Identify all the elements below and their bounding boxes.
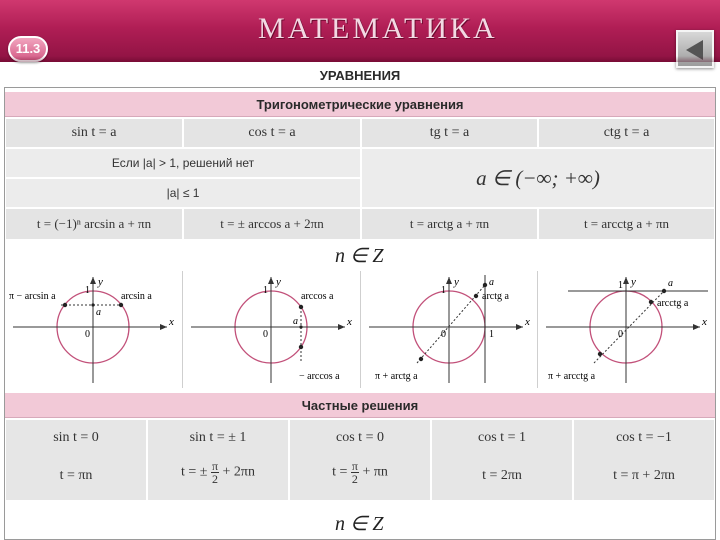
tg-one-label: 1 [441,285,446,296]
ctg-top-label: arcctg a [657,298,689,309]
particular-cos-zero-eq: cos t = 0 [336,430,384,445]
eq-cos: cos t = a [183,118,361,148]
ctg-bottom-label: π + arcctg a [548,371,596,382]
sin-x-label: x [169,316,174,328]
solution-cos: t = ± arccos a + 2πn [183,208,361,240]
app-title: МАТЕМАТИКА [258,12,498,45]
cos-a-label: a [293,316,298,327]
sin-left-label: π − arcsin a [9,291,56,302]
tg-top-label: arctg a [482,291,509,302]
c2-post: + 2πn [222,464,255,480]
back-arrow-icon [683,38,707,62]
ctg-y-label: y [631,276,636,288]
ctg-one-label: 1 [618,280,623,291]
c2-num: π [211,459,219,473]
sin-one-label: 1 [85,285,90,296]
unit-circle-cos [183,271,361,388]
sin-y-label: y [98,276,103,288]
section-number-badge: 11.3 [8,36,48,62]
unit-circle-ctg [538,271,715,388]
solution-tg: t = arctg a + πn [361,208,538,240]
particular-sin-zero [5,419,147,501]
sin-zero-label: 0 [85,329,90,340]
particular-sin-zero-eq: sin t = 0 [53,430,99,445]
solution-ctg: t = arcctg a + πn [538,208,715,240]
tg-axis-one-label: 1 [489,329,494,340]
c3-fraction [351,460,359,485]
particular-cos-zero-sol [290,460,430,485]
c3-num: π [351,459,358,473]
tg-zero-label: 0 [441,329,446,340]
particular-cos-one-eq: cos t = 1 [478,430,526,445]
c2-den: 2 [212,472,218,486]
c2-fraction [211,460,219,485]
trig-equations-title: Тригонометрические уравнения [5,92,715,117]
cos-top-label: arccos a [301,291,334,302]
ctg-zero-label: 0 [618,329,623,340]
c3-den: 2 [351,472,358,486]
ctg-x-label: x [702,316,707,328]
particular-cos-minus-one-sol: t = π + 2πn [613,468,675,483]
cos-zero-label: 0 [263,329,268,340]
solution-sin: t = (−1)ⁿ arcsin a + πn [5,208,183,240]
condition-no-solution: Если |a| > 1, решений нет [5,148,361,178]
tg-ctg-domain: a ∈ (−∞; +∞) [361,148,715,208]
cos-x-label: x [347,316,352,328]
unit-circle-sin [5,271,183,388]
particular-sin-one-eq: sin t = ± 1 [189,430,247,445]
cos-one-label: 1 [263,285,268,296]
tg-x-label: x [525,316,530,328]
eq-ctg: ctg t = a [538,118,715,148]
tg-a-label: a [489,277,494,288]
condition-abs-le-one: |a| ≤ 1 [5,178,361,208]
equations-panel [4,87,716,540]
particular-cos-minus-one [573,419,715,501]
n-in-z-bottom-label: n ∈ Z [335,513,384,535]
eq-tg: tg t = a [361,118,538,148]
particular-sin-one-sol [148,460,288,485]
particular-cos-zero [289,419,431,501]
particular-sin-one [147,419,289,501]
cos-y-label: y [276,276,281,288]
back-button[interactable] [676,30,714,68]
tg-bottom-label: π + arctg a [375,371,418,382]
app-header [0,0,720,62]
particular-cos-one [431,419,573,501]
particular-cos-minus-one-eq: cos t = −1 [616,430,672,445]
sin-a-label: a [96,307,101,318]
n-in-z-label: n ∈ Z [335,245,384,267]
ctg-a-label: a [668,278,673,289]
c2-pre: t = ± [181,464,208,480]
unit-circle-tg [361,271,538,388]
section-title: УРАВНЕНИЯ [319,68,401,83]
particular-cos-one-sol: t = 2πn [482,468,522,483]
tg-y-label: y [454,276,459,288]
c3-pre: t = [332,464,348,480]
cos-bottom-label: − arccos a [299,371,340,382]
eq-sin: sin t = a [5,118,183,148]
c3-post: + πn [362,464,388,480]
particular-solutions-title: Частные решения [5,393,715,418]
particular-sin-zero-sol: t = πn [59,468,93,483]
sin-right-label: arcsin a [121,291,152,302]
